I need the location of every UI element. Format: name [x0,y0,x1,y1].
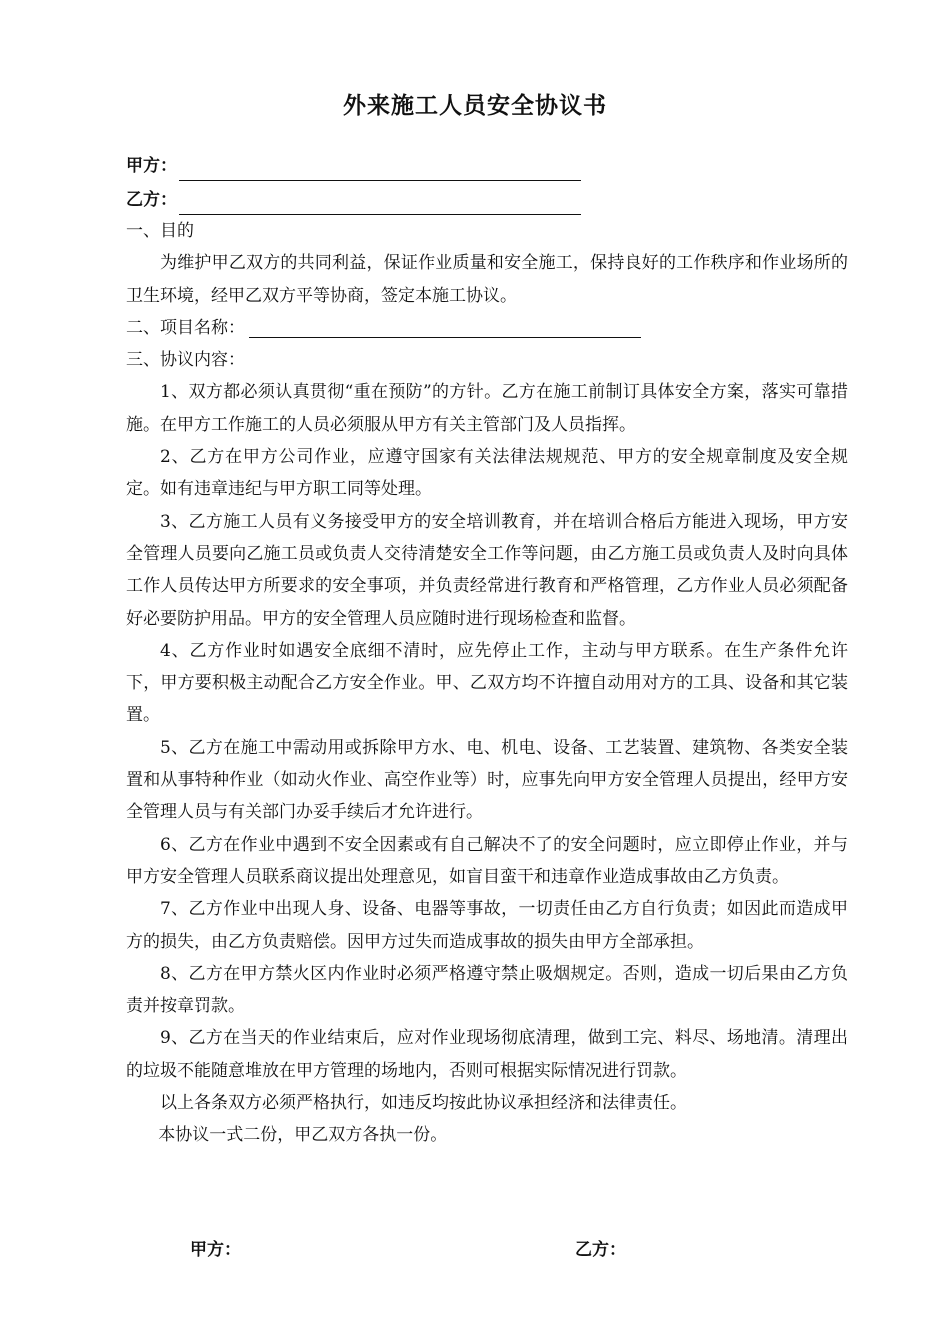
project-name-label: 二、项目名称： [126,317,245,338]
agreement-body [126,215,848,1152]
purpose-text: 为维护甲乙双方的共同利益，保证作业质量和安全施工，保持良好的工作秩序和作业场所的卫生环境，经甲乙双方平等协商，签定本施工协议。 [126,253,848,306]
clause-3: 3、乙方施工人员有义务接受甲方的安全培训教育，并在培训合格后方能进入现场，甲方安全管理人员要向乙施工员或负责人交待清楚安全工作等问题，由乙方施工员或负责人及时向具体工作人员传达甲方所要求的安全事项，并负责经常进行教育和严格管理，乙方作业人员必须配备好必要防护用品。甲方的安全管理人员应随时进行现场检查和监督。 [126,511,848,629]
party-b-label: 乙方： [126,190,177,210]
project-name-blank-line [249,319,641,338]
purpose-heading: 一、目的 [126,221,194,241]
clause-8: 8、乙方在甲方禁火区内作业时必须严格遵守禁止吸烟规定。否则，造成一切后果由乙方负责并按章罚款。 [126,963,848,1017]
closing-statement-2: 本协议一式二份，甲乙双方各执一份。 [158,1125,448,1146]
party-a-label: 甲方： [126,156,177,176]
closing-statement-1: 以上各条双方必须严格执行，如违反均按此协议承担经济和法律责任。 [160,1093,687,1114]
document-title: 外来施工人员安全协议书 [343,92,607,119]
clause-4: 4、乙方作业时如遇安全底细不清时，应先停止工作，主动与甲方联系。在生产条件允许下，甲方要积极主动配合乙方安全作业。甲、乙双方均不许擅自动用对方的工具、设备和其它装置。 [126,640,848,726]
clause-9: 9、乙方在当天的作业结束后，应对作业现场彻底清理，做到工完、料尽、场地清。清理出的垃圾不能随意堆放在甲方管理的场地内，否则可根据实际情况进行罚款。 [126,1028,848,1081]
party-a-blank-line [179,160,581,181]
party-b-blank-line [179,194,581,215]
signature-party-b: 乙方： [575,1240,626,1260]
clause-7: 7、乙方作业中出现人身、设备、电器等事故，一切责任由乙方自行负责；如因此而造成甲方的损失，由乙方负责赔偿。因甲方过失而造成事故的损失由甲方全部承担。 [126,899,848,952]
party-b-field [126,185,581,215]
project-name-row [126,312,848,344]
party-a-field [126,151,581,181]
clause-6: 6、乙方在作业中遇到不安全因素或有自己解决不了的安全问题时，应立即停止作业，并与甲方安全管理人员联系商议提出处理意见，如盲目蛮干和违章作业造成事故由乙方负责。 [126,834,848,887]
content-heading: 三、协议内容： [126,350,245,371]
signature-party-a: 甲方： [190,1240,241,1260]
clause-5: 5、乙方在施工中需动用或拆除甲方水、电、机电、设备、工艺装置、建筑物、各类安全装置和从事特种作业（如动火作业、高空作业等）时，应事先向甲方安全管理人员提出，经甲方安全管理人员与有关部门办妥手续后才允许进行。 [126,737,848,823]
clause-1: 1、双方都必须认真贯彻“重在预防”的方针。乙方在施工前制订具体安全方案，落实可靠措施。在甲方工作施工的人员必须服从甲方有关主管部门及人员指挥。 [126,382,848,435]
clause-2: 2、乙方在甲方公司作业，应遵守国家有关法律法规规范、甲方的安全规章制度及安全规定。如有违章违纪与甲方职工同等处理。 [126,447,848,500]
